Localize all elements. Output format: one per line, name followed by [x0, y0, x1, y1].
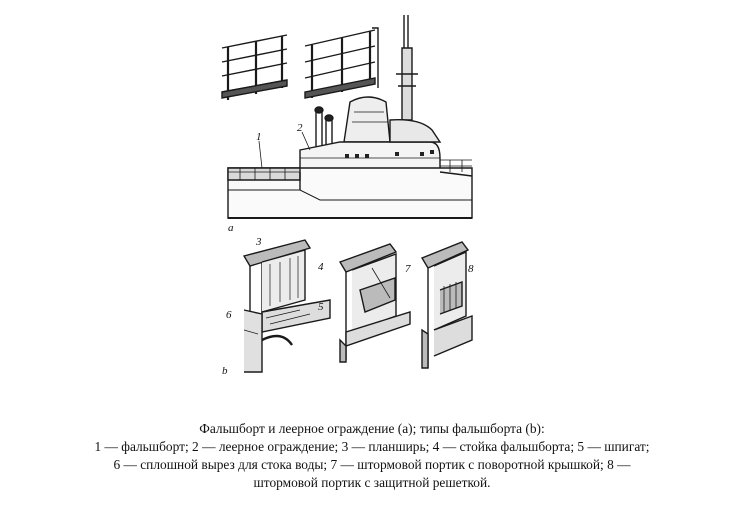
label-4: 4 — [318, 261, 324, 273]
caption-line-1: Фальшборт и леерное ограждение (а); типы фальшборта (b): — [199, 421, 545, 436]
figure-caption — [0, 420, 744, 492]
label-7: 7 — [405, 263, 411, 275]
bulwark-type-7 — [340, 244, 410, 362]
label-part-b: b — [222, 365, 228, 377]
railing-sketch-right — [305, 28, 378, 98]
label-6: 6 — [226, 309, 232, 321]
label-8: 8 — [468, 263, 474, 275]
label-part-a: а — [228, 222, 234, 234]
label-3: 3 — [256, 236, 262, 248]
label-5: 5 — [318, 301, 324, 313]
railing-sketch-left — [222, 35, 287, 100]
label-2: 2 — [297, 122, 303, 134]
caption-line-2: 1 — фальшборт; 2 — леерное ограждение; 3 — планширь; 4 — стойка фальшборта; 5 — шпигат; — [94, 439, 650, 454]
caption-line-4: штормовой портик с защитной решеткой. — [253, 475, 491, 490]
ship-illustration — [228, 15, 472, 218]
bulwark-type-8 — [422, 242, 472, 368]
label-1: 1 — [256, 131, 262, 143]
caption-line-3: 6 — сплошной вырез для стока воды; 7 — штормовой портик с поворотной крышкой; 8 — — [113, 457, 631, 472]
